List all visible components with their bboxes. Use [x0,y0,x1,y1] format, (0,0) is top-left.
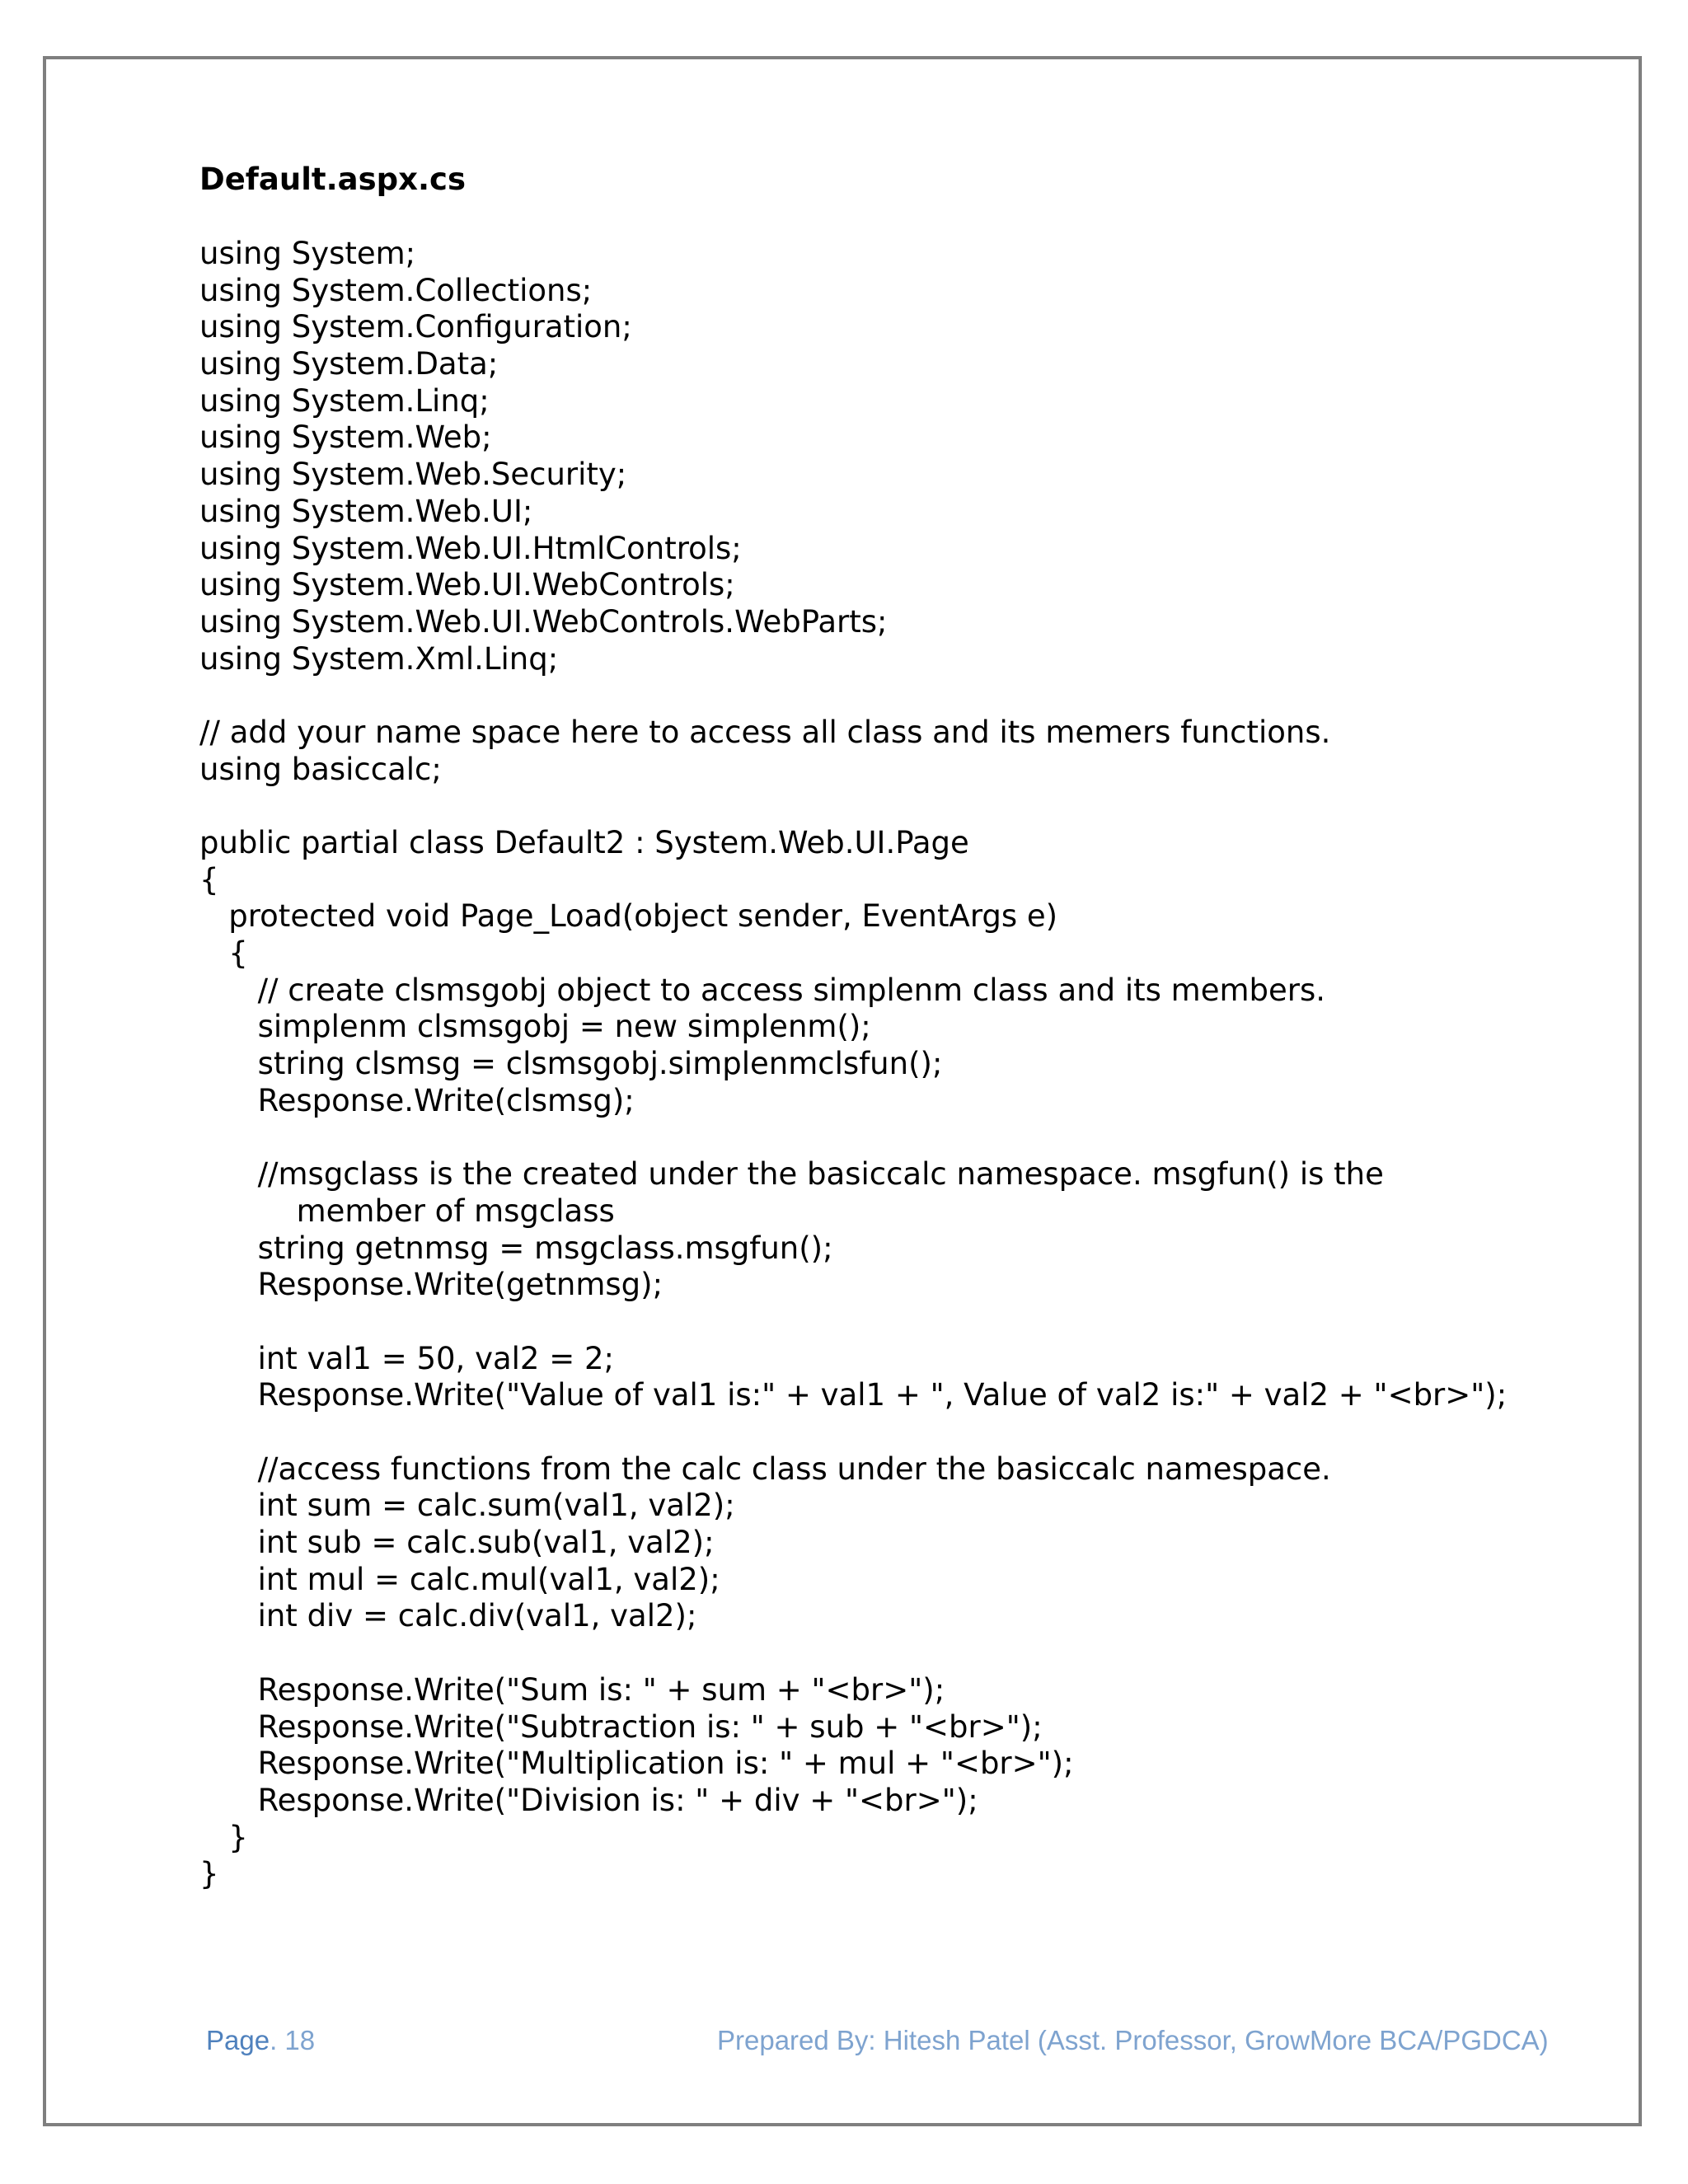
code-line: protected void Page_Load(object sender, EventArgs e) [199,898,1058,935]
code-line: // create clsmsgobj object to access simplenm class and its members. [199,972,1326,1008]
footer-page-label: Page [206,2025,270,2055]
code-line: Response.Write("Value of val1 is:" + val1 + ", Value of val2 is:" + val2 + "<br>"); [199,1377,1507,1413]
code-line: using basiccalc; [199,751,442,787]
code-line: Response.Write("Subtraction is: " + sub + "<br>"); [199,1708,1043,1745]
code-line: Response.Write("Division is: " + div + "<br>"); [199,1782,978,1818]
code-line [199,1635,1507,1672]
footer-page-number [206,2024,315,2057]
code-line: // add your name space here to access all class and its memers functions. [199,714,1331,750]
code-line: Response.Write("Sum is: " + sum + "<br>"); [199,1671,945,1708]
code-line [199,1414,1507,1451]
code-line: string clsmsg = clsmsgobj.simplenmclsfun(); [199,1046,943,1082]
code-line: using System.Web.UI; [199,493,533,529]
code-line: using System.Xml.Linq; [199,640,559,677]
document-title: Default.aspx.cs [199,162,466,197]
code-line: { [199,935,248,972]
code-line: Response.Write(clsmsg); [199,1082,635,1118]
code-line: using System.Web.Security; [199,457,627,493]
code-line: public partial class Default2 : System.Web.UI.Page [199,825,969,860]
code-line: simplenm clsmsgobj = new simplenm(); [199,1009,871,1045]
code-line: using System.Web; [199,419,492,456]
code-line: int div = calc.div(val1, val2); [199,1598,697,1634]
code-line: int sum = calc.sum(val1, val2); [199,1488,735,1524]
code-line [199,677,1507,715]
code-line: Response.Write(getnmsg); [199,1267,663,1303]
code-line: string getnmsg = msgclass.msgfun(); [199,1230,833,1266]
code-line: member of msgclass [199,1193,615,1229]
code-line: int mul = calc.mul(val1, val2); [199,1561,720,1597]
code-line: Response.Write("Multiplication is: " + mul + "<br>"); [199,1746,1074,1782]
footer-page-value: . 18 [270,2025,316,2055]
code-line: using System.Collections; [199,272,593,308]
code-line: using System.Web.UI.WebControls; [199,567,735,603]
code-line [199,788,1507,825]
code-line: } [199,1856,219,1892]
code-line: { [199,861,219,898]
code-line: //access functions from the calc class under the basiccalc namespace. [199,1451,1331,1487]
code-line: using System.Linq; [199,382,490,419]
code-line [199,1304,1507,1341]
code-line: int sub = calc.sub(val1, val2); [199,1525,715,1561]
code-line: using System.Web.UI.HtmlControls; [199,530,742,566]
code-line: using System.Web.UI.WebControls.WebParts; [199,603,888,640]
code-line: //msgclass is the created under the basiccalc namespace. msgfun() is the [199,1156,1384,1193]
code-line: int val1 = 50, val2 = 2; [199,1340,615,1376]
code-line: } [199,1819,248,1855]
code-listing [199,236,1507,1893]
code-line: using System.Configuration; [199,309,632,345]
code-line: using System.Data; [199,346,499,382]
code-line [199,1120,1507,1157]
code-line: using System; [199,236,416,271]
footer-credit: Prepared By: Hitesh Patel (Asst. Professor, GrowMore BCA/PGDCA) [717,2025,1549,2055]
